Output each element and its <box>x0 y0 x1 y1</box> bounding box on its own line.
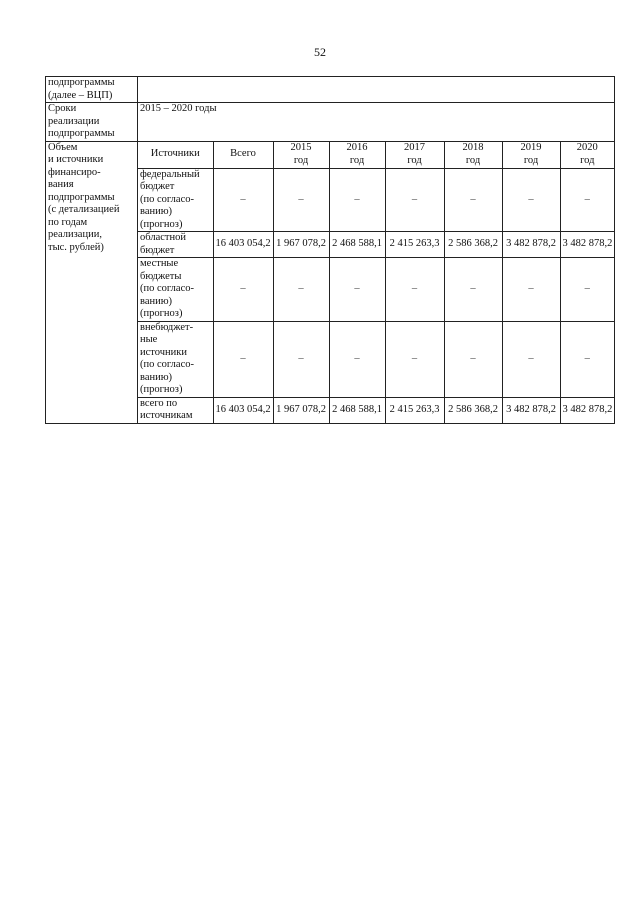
table-row <box>138 168 614 232</box>
table-row <box>138 232 614 258</box>
value-cell: – <box>502 258 560 322</box>
value-cell: 2 415 263,3 <box>385 232 444 258</box>
column-header: 2015 год <box>273 142 329 169</box>
value-cell: – <box>385 321 444 397</box>
value-cell: – <box>385 168 444 232</box>
column-header: 2016 год <box>329 142 385 169</box>
value-cell: 16 403 054,2 <box>213 232 273 258</box>
value-cell: 3 482 878,2 <box>560 397 614 423</box>
value-cell: – <box>502 168 560 232</box>
value-cell: 2 468 588,1 <box>329 232 385 258</box>
source-cell: всего по источникам <box>138 397 213 423</box>
column-header: 2019 год <box>502 142 560 169</box>
value-cell: – <box>560 321 614 397</box>
table-row <box>46 77 615 103</box>
column-header: 2018 год <box>444 142 502 169</box>
value-cell: – <box>329 321 385 397</box>
source-cell: внебюджет- ные источники (по согласо- ванию) (прогноз) <box>138 321 213 397</box>
value-cell: – <box>444 321 502 397</box>
table-row <box>138 397 614 423</box>
row-value-program <box>138 77 615 103</box>
value-cell: – <box>213 168 273 232</box>
value-cell: 3 482 878,2 <box>560 232 614 258</box>
value-cell: – <box>385 258 444 322</box>
value-cell: – <box>273 258 329 322</box>
value-cell: – <box>444 168 502 232</box>
row-label-program: подпрограммы (далее – ВЦП) <box>46 77 138 103</box>
value-cell: – <box>560 258 614 322</box>
finance-header-row <box>138 142 614 169</box>
value-cell: 2 586 368,2 <box>444 397 502 423</box>
value-cell: – <box>213 258 273 322</box>
table-row <box>138 258 614 322</box>
value-cell: – <box>273 168 329 232</box>
passport-table <box>45 76 615 424</box>
column-header: 2020 год <box>560 142 614 169</box>
column-header: 2017 год <box>385 142 444 169</box>
source-cell: местные бюджеты (по согласо- ванию) (прогноз) <box>138 258 213 322</box>
table-row <box>46 103 615 142</box>
value-cell: 3 482 878,2 <box>502 232 560 258</box>
source-cell: областной бюджет <box>138 232 213 258</box>
value-cell: – <box>444 258 502 322</box>
value-cell: – <box>273 321 329 397</box>
table-row <box>138 321 614 397</box>
value-cell: – <box>213 321 273 397</box>
value-cell: 1 967 078,2 <box>273 397 329 423</box>
source-cell: федеральный бюджет (по согласо- ванию) (прогноз) <box>138 168 213 232</box>
value-cell: – <box>560 168 614 232</box>
value-cell: – <box>502 321 560 397</box>
row-label-finance: Объем и источники финансиро- вания подпрограммы (с детализацией по годам реализации, тыс. рублей) <box>46 141 138 423</box>
page-number: 52 <box>314 45 326 59</box>
value-cell: 2 468 588,1 <box>329 397 385 423</box>
value-cell: 16 403 054,2 <box>213 397 273 423</box>
finance-cell <box>138 141 615 423</box>
finance-table <box>138 142 614 423</box>
row-label-period: Сроки реализации подпрограммы <box>46 103 138 142</box>
table-row <box>46 141 615 423</box>
value-cell: 2 415 263,3 <box>385 397 444 423</box>
row-value-period: 2015 – 2020 годы <box>138 103 615 142</box>
column-header: Всего <box>213 142 273 169</box>
value-cell: 3 482 878,2 <box>502 397 560 423</box>
value-cell: 1 967 078,2 <box>273 232 329 258</box>
value-cell: 2 586 368,2 <box>444 232 502 258</box>
value-cell: – <box>329 168 385 232</box>
column-header: Источники <box>138 142 213 169</box>
value-cell: – <box>329 258 385 322</box>
